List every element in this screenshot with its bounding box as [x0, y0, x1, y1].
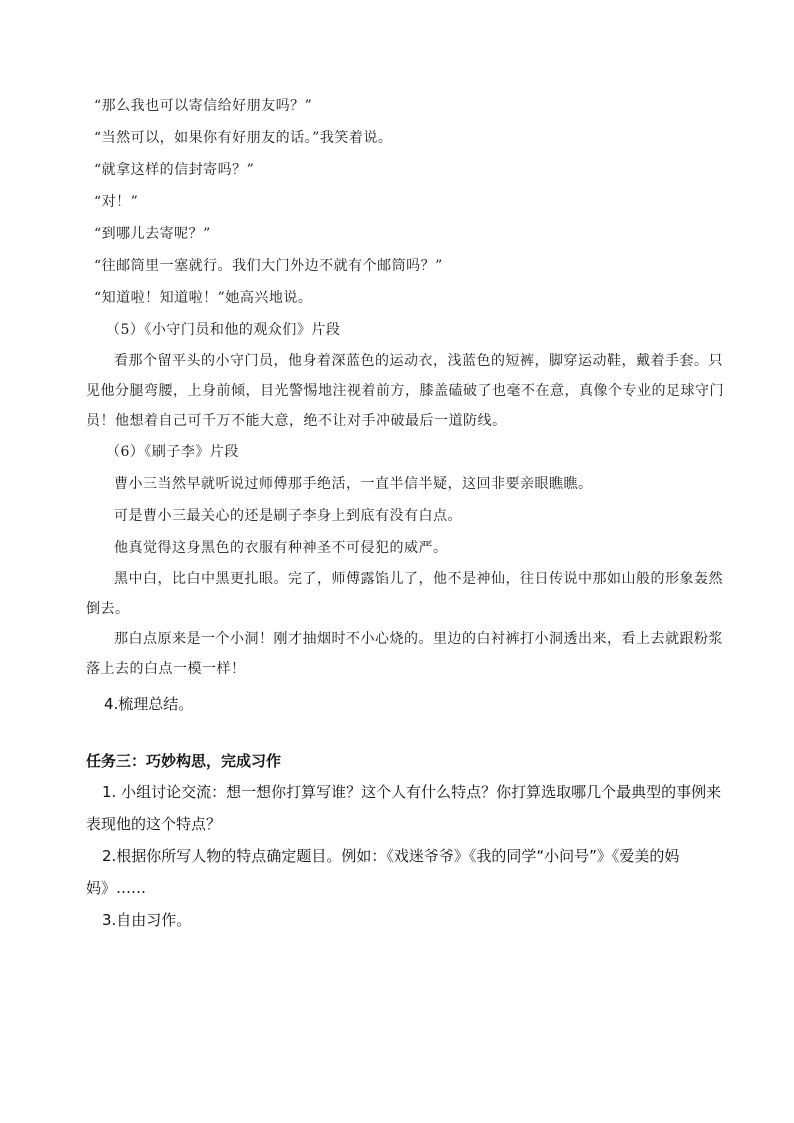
task-3-item: 3.自由习作。 [102, 911, 192, 929]
excerpt-5-paragraph: 看那个留平头的小守门员，他身着深蓝色的运动衣，浅蓝色的短裤，脚穿运动鞋，戴着手套。只见他分腿弯腰，上身前倾，目光警惕地注视着前方，膝盖磕破了也毫不在意，真像个专业的足球守门员！他想着自己可千万不能大意，绝不让对手冲破最后一道防线。 [86, 353, 724, 429]
excerpt-6-paragraph: 他真觉得这身黑色的衣服有种神圣不可侵犯的威严。 [114, 540, 448, 556]
excerpt-5-section [86, 314, 726, 436]
document-content [86, 90, 726, 936]
dialogue-line: “那么我也可以寄信给好朋友吗？” [94, 98, 313, 114]
task-3-item: 1. 小组讨论交流：想一想你打算写谁？这个人有什么特点？你打算选取哪几个最典型的事例来表现他的这个特点？ [86, 783, 722, 833]
dialogue-line: “就拿这样的信封寄吗？” [94, 162, 255, 178]
excerpt-6-header: （6）《刷子李》片段 [106, 444, 239, 460]
dialogue-line: “到哪儿去寄呢？” [94, 226, 211, 242]
dialogue-line: “对！” [94, 194, 139, 210]
dialogue-line: “当然可以，如果你有好朋友的话。”我笑着说。 [94, 130, 393, 146]
summary-step: 4.梳理总结。 [104, 695, 194, 713]
excerpt-6-paragraph: 那白点原来是一个小洞！刚才抽烟时不小心烧的。里边的白衬裤打小洞透出来，看上去就跟粉浆落上去的白点一模一样！ [86, 631, 723, 677]
excerpt-6-paragraph: 黑中白，比白中黑更扎眼。完了，师傅露馅儿了，他不是神仙，往日传说中那如山般的形象轰然倒去。 [86, 571, 723, 617]
task-3-section [86, 746, 726, 936]
task-3-item: 2.根据你所写人物的特点确定题目。例如：《戏迷爷爷》《我的同学“小问号”》《爱美的妈妈》…… [86, 847, 680, 897]
excerpt-6-paragraph: 曹小三当然早就听说过师傅那手绝活，一直半信半疑，这回非要亲眼瞧瞧。 [114, 476, 593, 492]
excerpt-5-header: （5）《小守门员和他的观众们》片段 [106, 322, 341, 338]
dialogue-section [86, 90, 726, 314]
excerpt-6-section [86, 436, 726, 684]
task-3-title: 任务三：巧妙构思，完成习作 [86, 752, 282, 770]
excerpt-6-paragraph: 可是曹小三最关心的还是刷子李身上到底有没有白点。 [114, 508, 462, 524]
dialogue-line: “知道啦！知道啦！”她高兴地说。 [94, 290, 313, 306]
dialogue-line: “往邮筒里一塞就行。我们大门外边不就有个邮筒吗？” [94, 258, 443, 274]
